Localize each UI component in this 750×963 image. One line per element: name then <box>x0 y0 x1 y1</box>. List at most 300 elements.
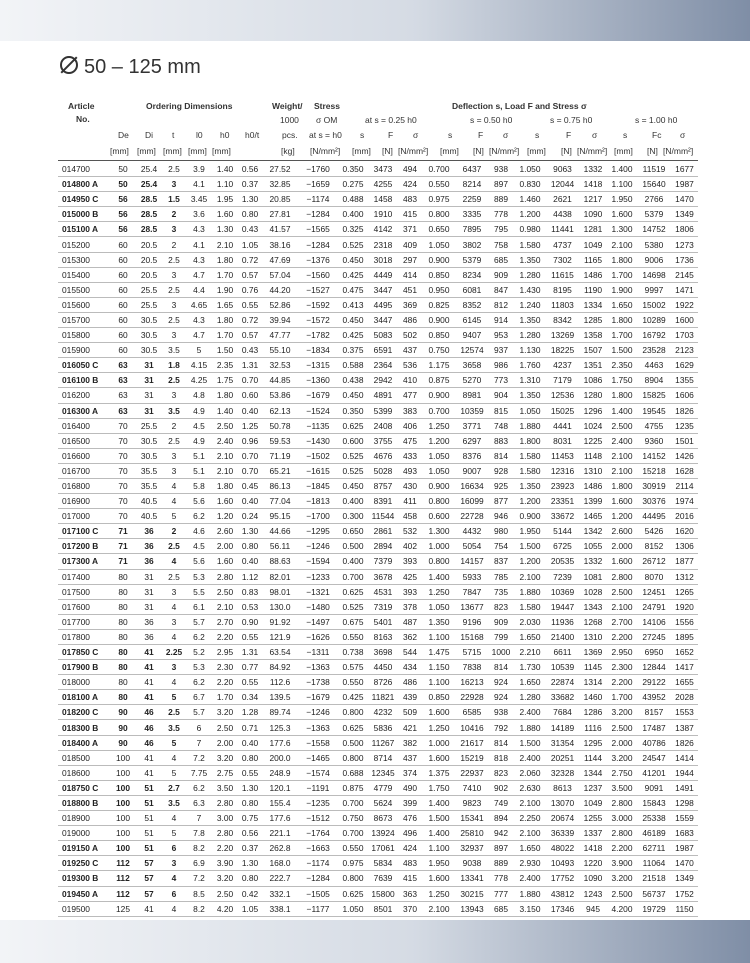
table-cell: 773 <box>494 375 508 386</box>
table-cell: 1.5 <box>168 194 180 205</box>
header-weight-pcs: pcs. <box>282 130 298 140</box>
table-cell: 55.10 <box>269 345 291 356</box>
table-cell: 56 <box>118 224 128 235</box>
table-cell: 80 <box>118 647 128 658</box>
table-cell: 4737 <box>553 239 572 250</box>
table-row <box>58 463 698 478</box>
table-cell: 3.5 <box>168 405 180 416</box>
table-row <box>58 343 698 358</box>
table-cell: 8157 <box>644 707 664 718</box>
table-cell: 90 <box>118 707 128 718</box>
table-cell: 100 <box>116 752 130 763</box>
header-weight-1000: 1000 <box>280 115 299 125</box>
table-cell: 7379 <box>373 556 393 567</box>
table-cell: 1.30 <box>216 224 234 235</box>
table-cell: 0.525 <box>342 465 364 476</box>
table-cell: 21400 <box>550 631 575 642</box>
table-cell: 2 <box>171 526 177 537</box>
table-cell: −1565 <box>306 224 330 235</box>
table-cell: 7319 <box>373 601 393 612</box>
article-number-cell: 016050 C <box>62 360 99 371</box>
table-cell: −1615 <box>306 465 330 476</box>
table-cell: 451 <box>403 284 417 295</box>
table-cell: 924 <box>494 677 508 688</box>
table-cell: 1877 <box>675 556 694 567</box>
unit-sigma-025: [N/mm²] <box>398 146 429 156</box>
col-f-050: F <box>478 130 484 140</box>
table-cell: 3.150 <box>519 903 541 914</box>
table-cell: 1.460 <box>519 194 541 205</box>
table-cell: 0.96 <box>241 435 259 446</box>
table-cell: 2.80 <box>216 571 234 582</box>
table-cell: 1281 <box>583 224 603 235</box>
table-cell: 909 <box>494 269 508 280</box>
table-cell: 0.37 <box>241 843 259 854</box>
table-cell: 4.9 <box>193 405 205 416</box>
table-cell: 1.600 <box>611 496 633 507</box>
article-number-cell: 017700 <box>62 616 90 627</box>
table-cell: 4.15 <box>190 360 208 371</box>
table-cell: −1284 <box>306 239 330 250</box>
table-cell: 1.280 <box>519 330 541 341</box>
unit-s-100: [mm] <box>614 146 633 156</box>
table-cell: −1512 <box>306 813 330 824</box>
table-cell: 1349 <box>675 873 694 884</box>
table-cell: 2.75 <box>216 767 234 778</box>
table-cell: 222.7 <box>269 873 291 884</box>
table-cell: 0.40 <box>241 496 259 507</box>
table-cell: 1.650 <box>611 299 633 310</box>
table-cell: 2.50 <box>216 586 234 597</box>
table-cell: 8.2 <box>193 903 205 914</box>
table-cell: 31 <box>144 601 154 612</box>
table-cell: 378 <box>403 601 417 612</box>
table-cell: 7684 <box>553 707 572 718</box>
table-cell: 100 <box>116 843 130 854</box>
table-cell: −1782 <box>306 330 330 341</box>
table-cell: 430 <box>403 481 417 492</box>
table-cell: 13341 <box>460 873 484 884</box>
table-cell: −1315 <box>306 360 330 371</box>
table-cell: 4255 <box>373 179 393 190</box>
table-cell: 777 <box>494 888 508 899</box>
table-cell: 1.700 <box>611 269 633 280</box>
table-cell: −1321 <box>306 586 330 597</box>
table-cell: 9360 <box>644 435 664 446</box>
table-cell: 1.30 <box>241 526 259 537</box>
table-cell: 57 <box>144 888 154 899</box>
table-cell: 7302 <box>553 254 572 265</box>
table-cell: 1285 <box>583 314 603 325</box>
table-cell: 1.800 <box>611 314 633 325</box>
table-row <box>58 373 698 388</box>
table-cell: 758 <box>494 239 508 250</box>
table-cell: 785 <box>494 571 508 582</box>
table-cell: −1430 <box>306 435 330 446</box>
table-cell: 18225 <box>550 345 575 356</box>
table-cell: 5.7 <box>193 707 205 718</box>
table-cell: 125.3 <box>269 722 291 733</box>
table-cell: 41 <box>144 692 154 703</box>
table-cell: 6585 <box>462 707 482 718</box>
table-cell: 748 <box>494 420 508 431</box>
table-cell: 1.400 <box>611 405 633 416</box>
table-cell: 31 <box>144 405 154 416</box>
table-cell: 1470 <box>675 858 694 869</box>
table-cell: 9196 <box>462 616 482 627</box>
table-cell: 4 <box>171 481 177 492</box>
table-cell: 1471 <box>675 284 694 295</box>
table-cell: −1480 <box>306 601 330 612</box>
table-cell: 1.375 <box>428 767 450 778</box>
unit-h0: [mm] <box>212 146 231 156</box>
table-cell: 1286 <box>583 707 603 718</box>
table-cell: 0.975 <box>428 194 450 205</box>
article-number-cell: 018900 <box>62 813 90 824</box>
table-cell: 11267 <box>371 737 395 748</box>
table-cell: 22928 <box>460 692 484 703</box>
table-cell: 51 <box>144 843 154 854</box>
table-cell: 1606 <box>675 390 694 401</box>
bottom-banner <box>0 920 750 963</box>
table-cell: 14189 <box>550 722 575 733</box>
table-cell: 1296 <box>583 405 603 416</box>
table-cell: 41 <box>144 903 154 914</box>
table-cell: 1265 <box>675 586 694 597</box>
article-number-cell: 015200 <box>62 239 90 250</box>
article-number-cell: 018000 <box>62 677 90 688</box>
table-cell: 1332 <box>583 164 603 175</box>
table-cell: 33672 <box>550 511 575 522</box>
table-cell: 1310 <box>583 631 603 642</box>
table-cell: 44.66 <box>269 526 291 537</box>
table-cell: 7838 <box>462 662 482 673</box>
table-row <box>58 614 698 629</box>
table-cell: 2.950 <box>611 647 633 658</box>
table-cell: 1501 <box>675 435 694 446</box>
table-cell: 19729 <box>642 903 666 914</box>
table-cell: 11936 <box>551 616 574 627</box>
table-cell: 2.95 <box>216 647 234 658</box>
table-row <box>58 735 698 750</box>
table-cell: 6.2 <box>193 782 205 793</box>
table-cell: 1.580 <box>519 239 541 250</box>
table-cell: 1.700 <box>611 692 633 703</box>
table-cell: 4232 <box>373 707 393 718</box>
table-cell: 897 <box>494 179 508 190</box>
table-cell: 2.20 <box>216 631 234 642</box>
table-cell: 11821 <box>371 692 395 703</box>
table-cell: 4.200 <box>611 903 633 914</box>
table-cell: 818 <box>494 752 508 763</box>
table-cell: 0.77 <box>241 662 259 673</box>
table-cell: 6.3 <box>193 797 205 808</box>
table-cell: 1.05 <box>241 903 259 914</box>
table-cell: 4 <box>171 496 177 507</box>
table-cell: 50 <box>118 179 128 190</box>
table-cell: 1.400 <box>611 164 633 175</box>
article-number-cell: 017800 <box>62 631 90 642</box>
table-cell: 80 <box>118 677 128 688</box>
table-cell: 0.900 <box>428 481 450 492</box>
table-cell: 1895 <box>675 631 694 642</box>
article-number-cell: 015500 <box>62 284 90 295</box>
table-cell: 2.5 <box>168 707 180 718</box>
table-cell: 80 <box>118 662 128 673</box>
table-cell: 1.600 <box>428 752 450 763</box>
table-cell: 433 <box>403 450 417 461</box>
article-number-cell: 017500 <box>62 586 90 597</box>
table-cell: 2942 <box>373 375 393 386</box>
table-row <box>58 539 698 554</box>
table-cell: −1679 <box>306 692 330 703</box>
table-cell: 2.630 <box>519 782 541 793</box>
table-cell: 9006 <box>644 254 664 265</box>
table-cell: 2.250 <box>519 813 541 824</box>
table-cell: 3 <box>171 330 177 341</box>
table-cell: 476 <box>403 813 417 824</box>
table-cell: 14157 <box>460 556 484 567</box>
table-cell: 1.05 <box>241 239 259 250</box>
table-cell: 3.200 <box>611 873 633 884</box>
table-cell: 14106 <box>642 616 666 627</box>
table-cell: 51 <box>144 782 154 793</box>
table-cell: 1116 <box>584 722 602 733</box>
col-sigma-100: σ <box>680 130 686 140</box>
table-cell: 2.300 <box>611 662 633 673</box>
table-cell: 60 <box>118 314 128 325</box>
table-cell: 2.500 <box>611 888 633 899</box>
table-cell: 0.550 <box>342 677 364 688</box>
table-cell: 1.70 <box>216 330 234 341</box>
article-number-cell: 016600 <box>62 450 90 461</box>
table-cell: 221.1 <box>269 828 291 839</box>
table-row <box>58 509 698 524</box>
table-cell: 0.375 <box>342 345 364 356</box>
table-cell: 411 <box>403 496 417 507</box>
table-cell: 410 <box>403 375 417 386</box>
table-cell: 4 <box>171 601 177 612</box>
table-cell: 1556 <box>675 616 694 627</box>
table-cell: 8904 <box>644 375 664 386</box>
table-cell: 2.50 <box>216 888 234 899</box>
table-cell: 778 <box>494 873 508 884</box>
article-number-cell: 015900 <box>62 345 90 356</box>
article-number-cell: 017900 B <box>62 662 99 673</box>
table-cell: 0.425 <box>342 330 364 341</box>
table-cell: −1246 <box>306 707 330 718</box>
table-cell: 15168 <box>460 631 484 642</box>
table-cell: 486 <box>403 677 417 688</box>
table-cell: 41 <box>144 752 154 763</box>
unit-de: [mm] <box>110 146 129 156</box>
table-cell: 70 <box>118 465 128 476</box>
table-cell: 1922 <box>675 299 694 310</box>
table-cell: 51 <box>144 813 154 824</box>
table-cell: 3.200 <box>611 752 633 763</box>
table-cell: −1663 <box>306 843 330 854</box>
table-cell: 6297 <box>462 435 482 446</box>
article-number-cell: 015600 <box>62 299 90 310</box>
table-cell: 3 <box>171 179 177 190</box>
table-cell: 15640 <box>642 179 666 190</box>
article-number-cell: 017850 C <box>62 647 99 658</box>
table-cell: 50.78 <box>269 420 291 431</box>
article-number-cell: 018500 <box>62 752 90 763</box>
table-cell: 5399 <box>373 405 393 416</box>
table-cell: 4441 <box>553 420 572 431</box>
table-cell: 1.80 <box>216 314 234 325</box>
table-cell: 877 <box>494 496 508 507</box>
table-row <box>58 478 698 493</box>
table-cell: 544 <box>403 647 417 658</box>
spring-data-table <box>58 162 698 947</box>
table-cell: 177.6 <box>269 737 291 748</box>
table-cell: 0.600 <box>428 511 450 522</box>
table-cell: 0.525 <box>342 239 364 250</box>
table-cell: 20535 <box>550 556 575 567</box>
table-cell: 4 <box>171 677 177 688</box>
table-cell: 938 <box>494 164 508 175</box>
table-cell: 1314 <box>583 677 603 688</box>
table-cell: 986 <box>494 360 508 371</box>
table-row <box>58 675 698 690</box>
header-article: Article <box>68 101 95 111</box>
table-cell: 1055 <box>583 541 603 552</box>
table-cell: 2.7 <box>168 782 180 793</box>
table-cell: 2.100 <box>611 601 633 612</box>
table-cell: 4.8 <box>193 390 205 401</box>
header-at-075: s = 0.75 h0 <box>550 115 593 125</box>
table-cell: 4463 <box>644 360 664 371</box>
table-cell: 3802 <box>462 239 482 250</box>
table-cell: 7179 <box>553 375 572 386</box>
table-cell: 28.5 <box>140 224 158 235</box>
table-cell: 60 <box>118 299 128 310</box>
table-cell: −1527 <box>306 284 330 295</box>
table-cell: 778 <box>494 209 508 220</box>
table-cell: 56 <box>118 194 128 205</box>
table-cell: 2114 <box>675 481 694 492</box>
table-cell: 1.250 <box>428 888 450 899</box>
table-cell: 1.300 <box>611 224 633 235</box>
article-number-cell: 018100 A <box>62 692 99 703</box>
table-cell: 2.030 <box>519 616 541 627</box>
table-cell: 15219 <box>460 752 484 763</box>
table-cell: 439 <box>403 692 417 703</box>
table-cell: 0.72 <box>241 254 259 265</box>
table-cell: 1243 <box>583 888 603 899</box>
table-cell: 1.400 <box>428 828 450 839</box>
table-cell: 2.5 <box>168 541 180 552</box>
table-cell: 1652 <box>675 647 694 658</box>
table-cell: 5426 <box>644 526 664 537</box>
table-cell: 0.900 <box>428 314 450 325</box>
table-cell: 1273 <box>675 239 694 250</box>
table-cell: 3335 <box>462 209 482 220</box>
table-cell: 0.800 <box>342 707 364 718</box>
table-cell: 25.4 <box>140 179 158 190</box>
col-h0t: h0/t <box>245 130 260 140</box>
col-de: De <box>118 130 129 140</box>
article-number-cell: 017400 <box>62 571 90 582</box>
table-cell: 4779 <box>373 782 393 793</box>
table-cell: 2028 <box>675 692 694 703</box>
table-cell: 11519 <box>642 164 666 175</box>
table-cell: 90 <box>118 737 128 748</box>
table-cell: 3698 <box>373 647 393 658</box>
table-cell: 1268 <box>583 616 603 627</box>
table-cell: 80 <box>118 586 128 597</box>
table-cell: −1560 <box>306 269 330 280</box>
table-cell: 8673 <box>373 813 393 824</box>
table-row <box>58 388 698 403</box>
table-cell: 41201 <box>642 767 666 778</box>
table-cell: 0.83 <box>241 586 259 597</box>
table-cell: 0.56 <box>241 164 259 175</box>
article-number-cell: 015700 <box>62 314 90 325</box>
table-cell: 1024 <box>583 420 603 431</box>
table-cell: 3 <box>171 450 177 461</box>
table-cell: 0.475 <box>342 284 364 295</box>
table-cell: 22874 <box>550 677 575 688</box>
table-cell: 15825 <box>642 390 666 401</box>
table-cell: 41 <box>144 662 154 673</box>
table-cell: 338.1 <box>269 903 291 914</box>
table-cell: 31 <box>144 390 154 401</box>
table-cell: 434 <box>403 662 417 673</box>
table-cell: 3 <box>171 299 177 310</box>
table-cell: 80 <box>118 692 128 703</box>
table-cell: 12844 <box>642 662 666 673</box>
table-cell: 1.800 <box>519 435 541 446</box>
table-cell: 1144 <box>583 752 602 763</box>
table-cell: 2.70 <box>216 616 234 627</box>
table-cell: 70 <box>118 435 128 446</box>
table-cell: 942 <box>494 828 508 839</box>
table-cell: 57 <box>144 858 154 869</box>
table-cell: 0.500 <box>342 737 364 748</box>
table-cell: 3.500 <box>611 782 633 793</box>
table-cell: 3 <box>171 269 177 280</box>
article-number-cell: 014700 <box>62 164 90 175</box>
table-cell: 4 <box>171 903 177 914</box>
table-cell: 0.950 <box>428 284 450 295</box>
table-cell: 3447 <box>373 314 393 325</box>
table-cell: 1826 <box>675 405 694 416</box>
article-number-cell: 016200 <box>62 390 90 401</box>
table-row <box>58 448 698 463</box>
table-cell: −1235 <box>306 797 330 808</box>
table-cell: 1.800 <box>611 481 633 492</box>
title-text: 50 – 125 mm <box>84 56 201 78</box>
table-cell: 4.7 <box>193 269 205 280</box>
table-cell: 22937 <box>460 767 484 778</box>
table-cell: 3.000 <box>611 813 633 824</box>
table-cell: 5624 <box>373 797 393 808</box>
table-cell: 1.880 <box>519 722 541 733</box>
table-cell: 2.200 <box>611 843 633 854</box>
table-cell: 928 <box>494 465 508 476</box>
table-cell: 3.90 <box>216 858 234 869</box>
table-cell: 8152 <box>644 541 664 552</box>
table-cell: 1414 <box>675 752 694 763</box>
diameter-icon <box>60 56 78 74</box>
table-row <box>58 584 698 599</box>
header-ordering: Ordering Dimensions <box>146 101 233 111</box>
table-cell: 15218 <box>642 465 666 476</box>
article-number-cell: 014800 A <box>62 179 99 190</box>
